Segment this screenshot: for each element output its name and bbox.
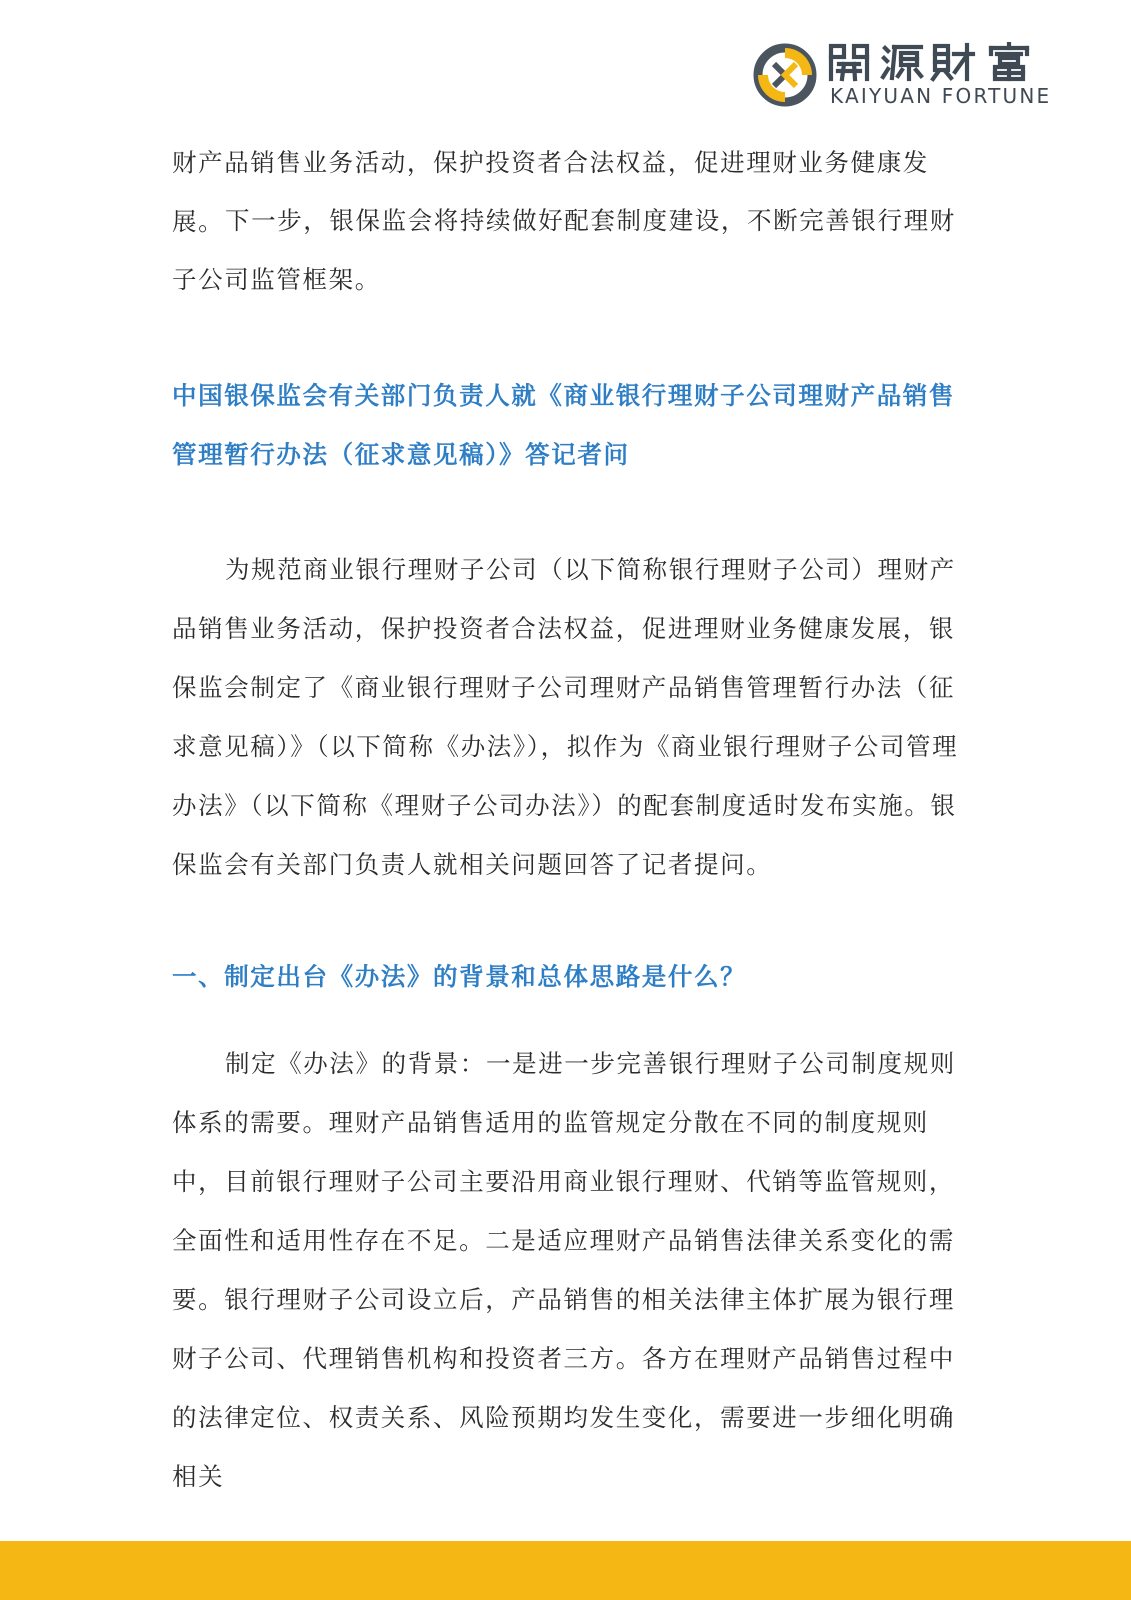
brand-name-en: KAIYUAN FORTUNE [830, 84, 1052, 108]
section-heading-interview: 中国银保监会有关部门负责人就《商业银行理财子公司理财产品销售管理暂行办法（征求意见稿）》答记者问 [172, 381, 955, 469]
paragraph-continuation: 财产品销售业务活动，保护投资者合法权益，促进理财业务健康发展。 [172, 148, 929, 236]
paragraph-background: 制定《办法》的背景：一是进一步完善银行理财子公司制度规则体系的需要。理财产品销售适用的监管规定分散在不同的制度规则中，目前银行理财子公司主要沿用商业银行理财、代销等监管规则，全面性和适用性存在不足。二是适应理财产品销售法律关系变化的需要。银行理财子公司设立后，产品销售的相关法律主体扩展为银行理财子公司、代理销售机构和投资者三方。各方在理财产品销售过程中的法律定位、权责关系、风险预期均发生变化，需要进一步细化明确相关 [172, 1049, 956, 1491]
section-heading-question-1: 一、制定出台《办法》的背景和总体思路是什么？ [172, 962, 747, 991]
kaiyuan-logo-icon [752, 42, 818, 108]
footer-accent-bar [0, 1541, 1131, 1600]
kaiyuan-wordmark-cn [828, 42, 1038, 82]
page-header [0, 0, 1131, 120]
paragraph-introduction: 为规范商业银行理财子公司（以下简称银行理财子公司）理财产品销售业务活动，保护投资者合法权益，促进理财业务健康发展，银保监会制定了《商业银行理财子公司理财产品销售管理暂行办法（征求意见稿）》（以下简称《办法》），拟作为《商业银行理财子公司管理办法》（以下简称《理财子公司办法》）的配套制度适时发布实施。银保监会有关部门负责人就相关问题回答了记者提问。 [172, 555, 959, 879]
paragraph-next-step: 下一步，银保监会将持续做好配套制度建设，不断完善银行理财子公司监管框架。 [172, 206, 956, 294]
